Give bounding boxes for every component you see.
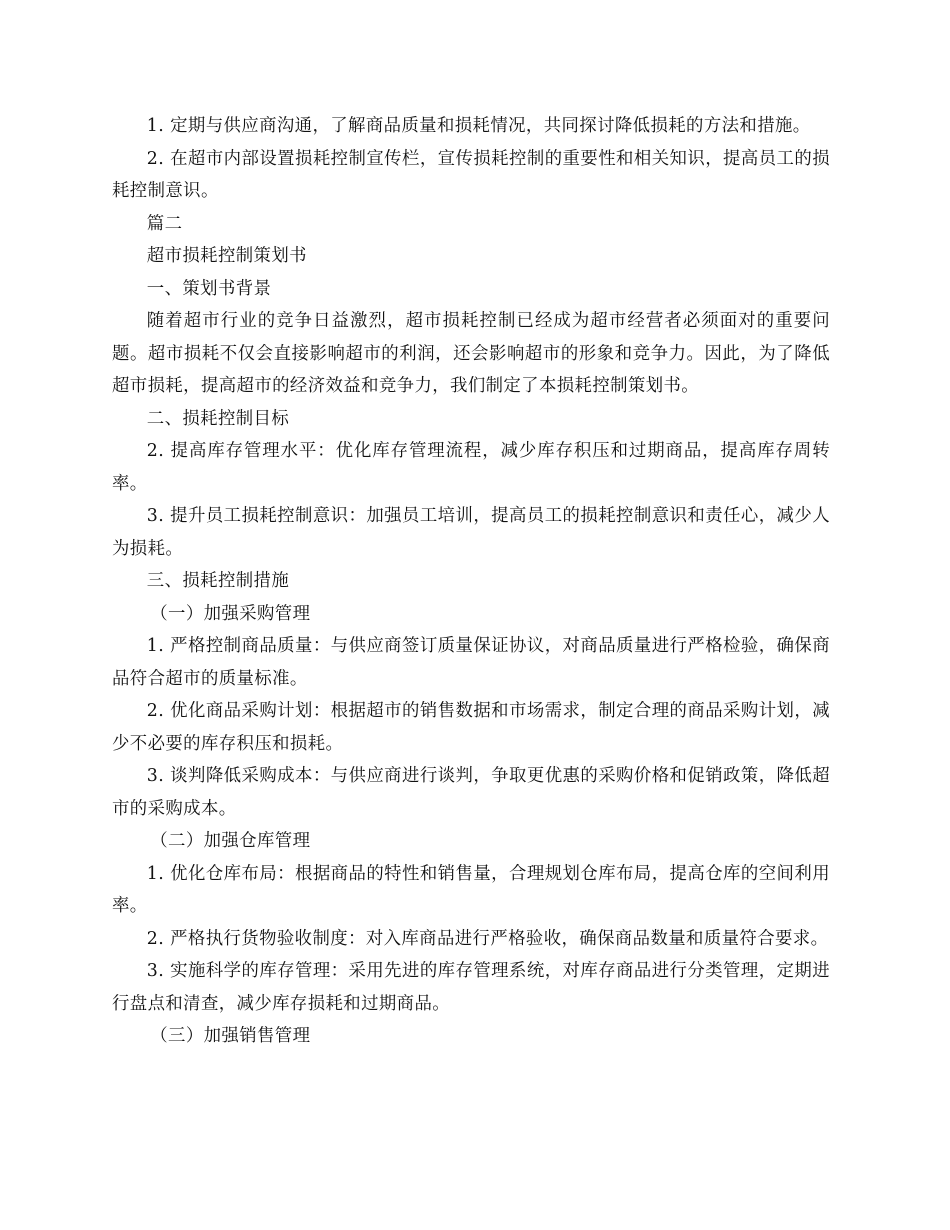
paragraph-goal-staff: 3. 提升员工损耗控制意识：加强员工培训，提高员工的损耗控制意识和责任心，减少人为损耗。 bbox=[112, 506, 830, 559]
heading-background: 一、策划书背景 bbox=[146, 278, 272, 299]
paragraph-background: 随着超市行业的竞争日益激烈，超市损耗控制已经成为超市经营者必须面对的重要问题。超市损耗不仅会直接影响超市的利润，还会影响超市的形象和竞争力。因此，为了降低超市损耗，提高超市的经济效益和竞争力，我们制定了本损耗控制策划书。 bbox=[112, 311, 830, 396]
section-label: 篇二 bbox=[146, 213, 183, 234]
heading-measures: 三、损耗控制措施 bbox=[146, 571, 290, 591]
paragraph-goal-inventory: 2. 提高库存管理水平：优化库存管理流程，减少库存积压和过期商品，提高库存周转率。 bbox=[112, 441, 830, 494]
paragraph-purchasing-cost: 3. 谈判降低采购成本：与供应商进行谈判，争取更优惠的采购价格和促销政策，降低超市的采购成本。 bbox=[112, 766, 830, 819]
document-body bbox=[112, 110, 830, 1053]
paragraph-purchasing-plan: 2. 优化商品采购计划：根据超市的销售数据和市场需求，制定合理的商品采购计划，减少不必要的库存积压和损耗。 bbox=[112, 701, 830, 754]
paragraph-publicity-board: 2. 在超市内部设置损耗控制宣传栏，宣传损耗控制的重要性和相关知识，提高员工的损耗控制意识。 bbox=[112, 148, 830, 201]
paragraph-warehouse-inspection: 2. 严格执行货物验收制度：对入库商品进行严格验收，确保商品数量和质量符合要求。 bbox=[146, 928, 829, 949]
paragraph-supplier-communication: 1. 定期与供应商沟通，了解商品质量和损耗情况，共同探讨降低损耗的方法和措施。 bbox=[146, 116, 811, 136]
heading-goals: 二、损耗控制目标 bbox=[146, 408, 290, 429]
subheading-purchasing: （一）加强采购管理 bbox=[150, 603, 311, 624]
subheading-warehouse: （二）加强仓库管理 bbox=[150, 831, 311, 851]
paragraph-purchasing-quality: 1. 严格控制商品质量：与供应商签订质量保证协议，对商品质量进行严格检验，确保商品符合超市的质量标准。 bbox=[112, 636, 830, 689]
subheading-sales: （三）加强销售管理 bbox=[150, 1026, 311, 1046]
paragraph-warehouse-layout: 1. 优化仓库布局：根据商品的特性和销售量，合理规划仓库布局，提高仓库的空间利用率。 bbox=[112, 863, 830, 916]
paragraph-warehouse-inventory: 3. 实施科学的库存管理：采用先进的库存管理系统，对库存商品进行分类管理，定期进行盘点和清查，减少库存损耗和过期商品。 bbox=[112, 961, 830, 1014]
document-title: 超市损耗控制策划书 bbox=[146, 246, 307, 266]
